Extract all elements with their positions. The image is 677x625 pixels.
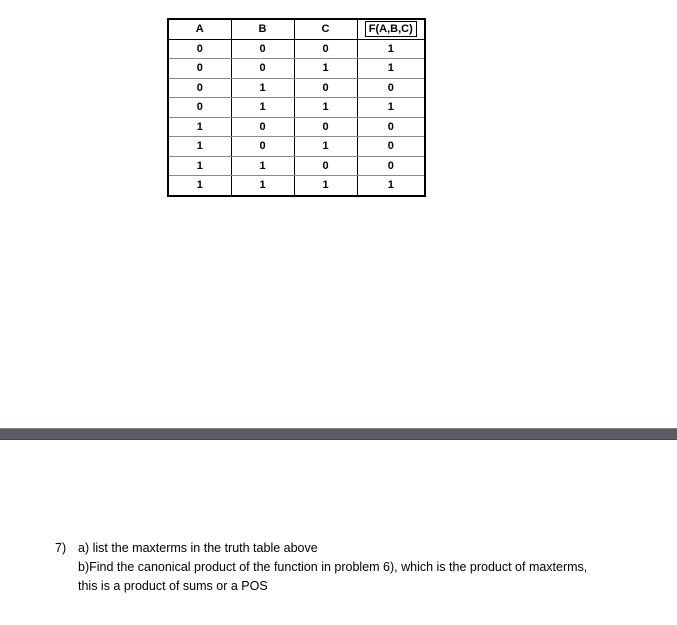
cell-c: 1 (294, 137, 357, 157)
question-body (78, 539, 655, 596)
table-row (168, 117, 425, 137)
cell-c: 0 (294, 78, 357, 98)
header-f (357, 19, 425, 39)
cell-f: 0 (357, 156, 425, 176)
cell-c: 0 (294, 156, 357, 176)
cell-f: 0 (357, 117, 425, 137)
question-number: 7) (55, 541, 67, 555)
cell-f: 1 (357, 176, 425, 196)
cell-a: 0 (168, 59, 231, 79)
cell-c: 0 (294, 117, 357, 137)
cell-a: 0 (168, 98, 231, 118)
header-c: C (294, 19, 357, 39)
cell-c: 0 (294, 39, 357, 59)
cell-a: 1 (168, 137, 231, 157)
cell-b: 1 (231, 98, 294, 118)
cell-b: 0 (231, 39, 294, 59)
cell-f: 0 (357, 78, 425, 98)
table-row (168, 137, 425, 157)
header-f-label: F(A,B,C) (365, 21, 417, 37)
cell-a: 1 (168, 156, 231, 176)
header-b: B (231, 19, 294, 39)
cell-c: 1 (294, 98, 357, 118)
table-row (168, 176, 425, 196)
cell-f: 1 (357, 39, 425, 59)
cell-a: 0 (168, 39, 231, 59)
truth-table-header-row (168, 19, 425, 39)
cell-a: 1 (168, 176, 231, 196)
cell-b: 0 (231, 137, 294, 157)
table-row (168, 78, 425, 98)
cell-b: 1 (231, 176, 294, 196)
cell-b: 1 (231, 78, 294, 98)
page-separator (0, 428, 677, 440)
table-row (168, 98, 425, 118)
cell-c: 1 (294, 176, 357, 196)
cell-a: 1 (168, 117, 231, 137)
question-part-a: a) list the maxterms in the truth table above (78, 541, 318, 555)
cell-b: 1 (231, 156, 294, 176)
header-a: A (168, 19, 231, 39)
cell-c: 1 (294, 59, 357, 79)
table-row (168, 39, 425, 59)
table-row (168, 156, 425, 176)
cell-f: 0 (357, 137, 425, 157)
question-7 (55, 539, 655, 596)
cell-f: 1 (357, 59, 425, 79)
table-row (168, 59, 425, 79)
cell-f: 1 (357, 98, 425, 118)
cell-b: 0 (231, 59, 294, 79)
question-part-b-line2: this is a product of sums or a POS (78, 579, 268, 593)
question-part-b-line1: b)Find the canonical product of the function in problem 6), which is the product of maxterms, (78, 560, 588, 574)
cell-b: 0 (231, 117, 294, 137)
truth-table (167, 18, 426, 197)
cell-a: 0 (168, 78, 231, 98)
